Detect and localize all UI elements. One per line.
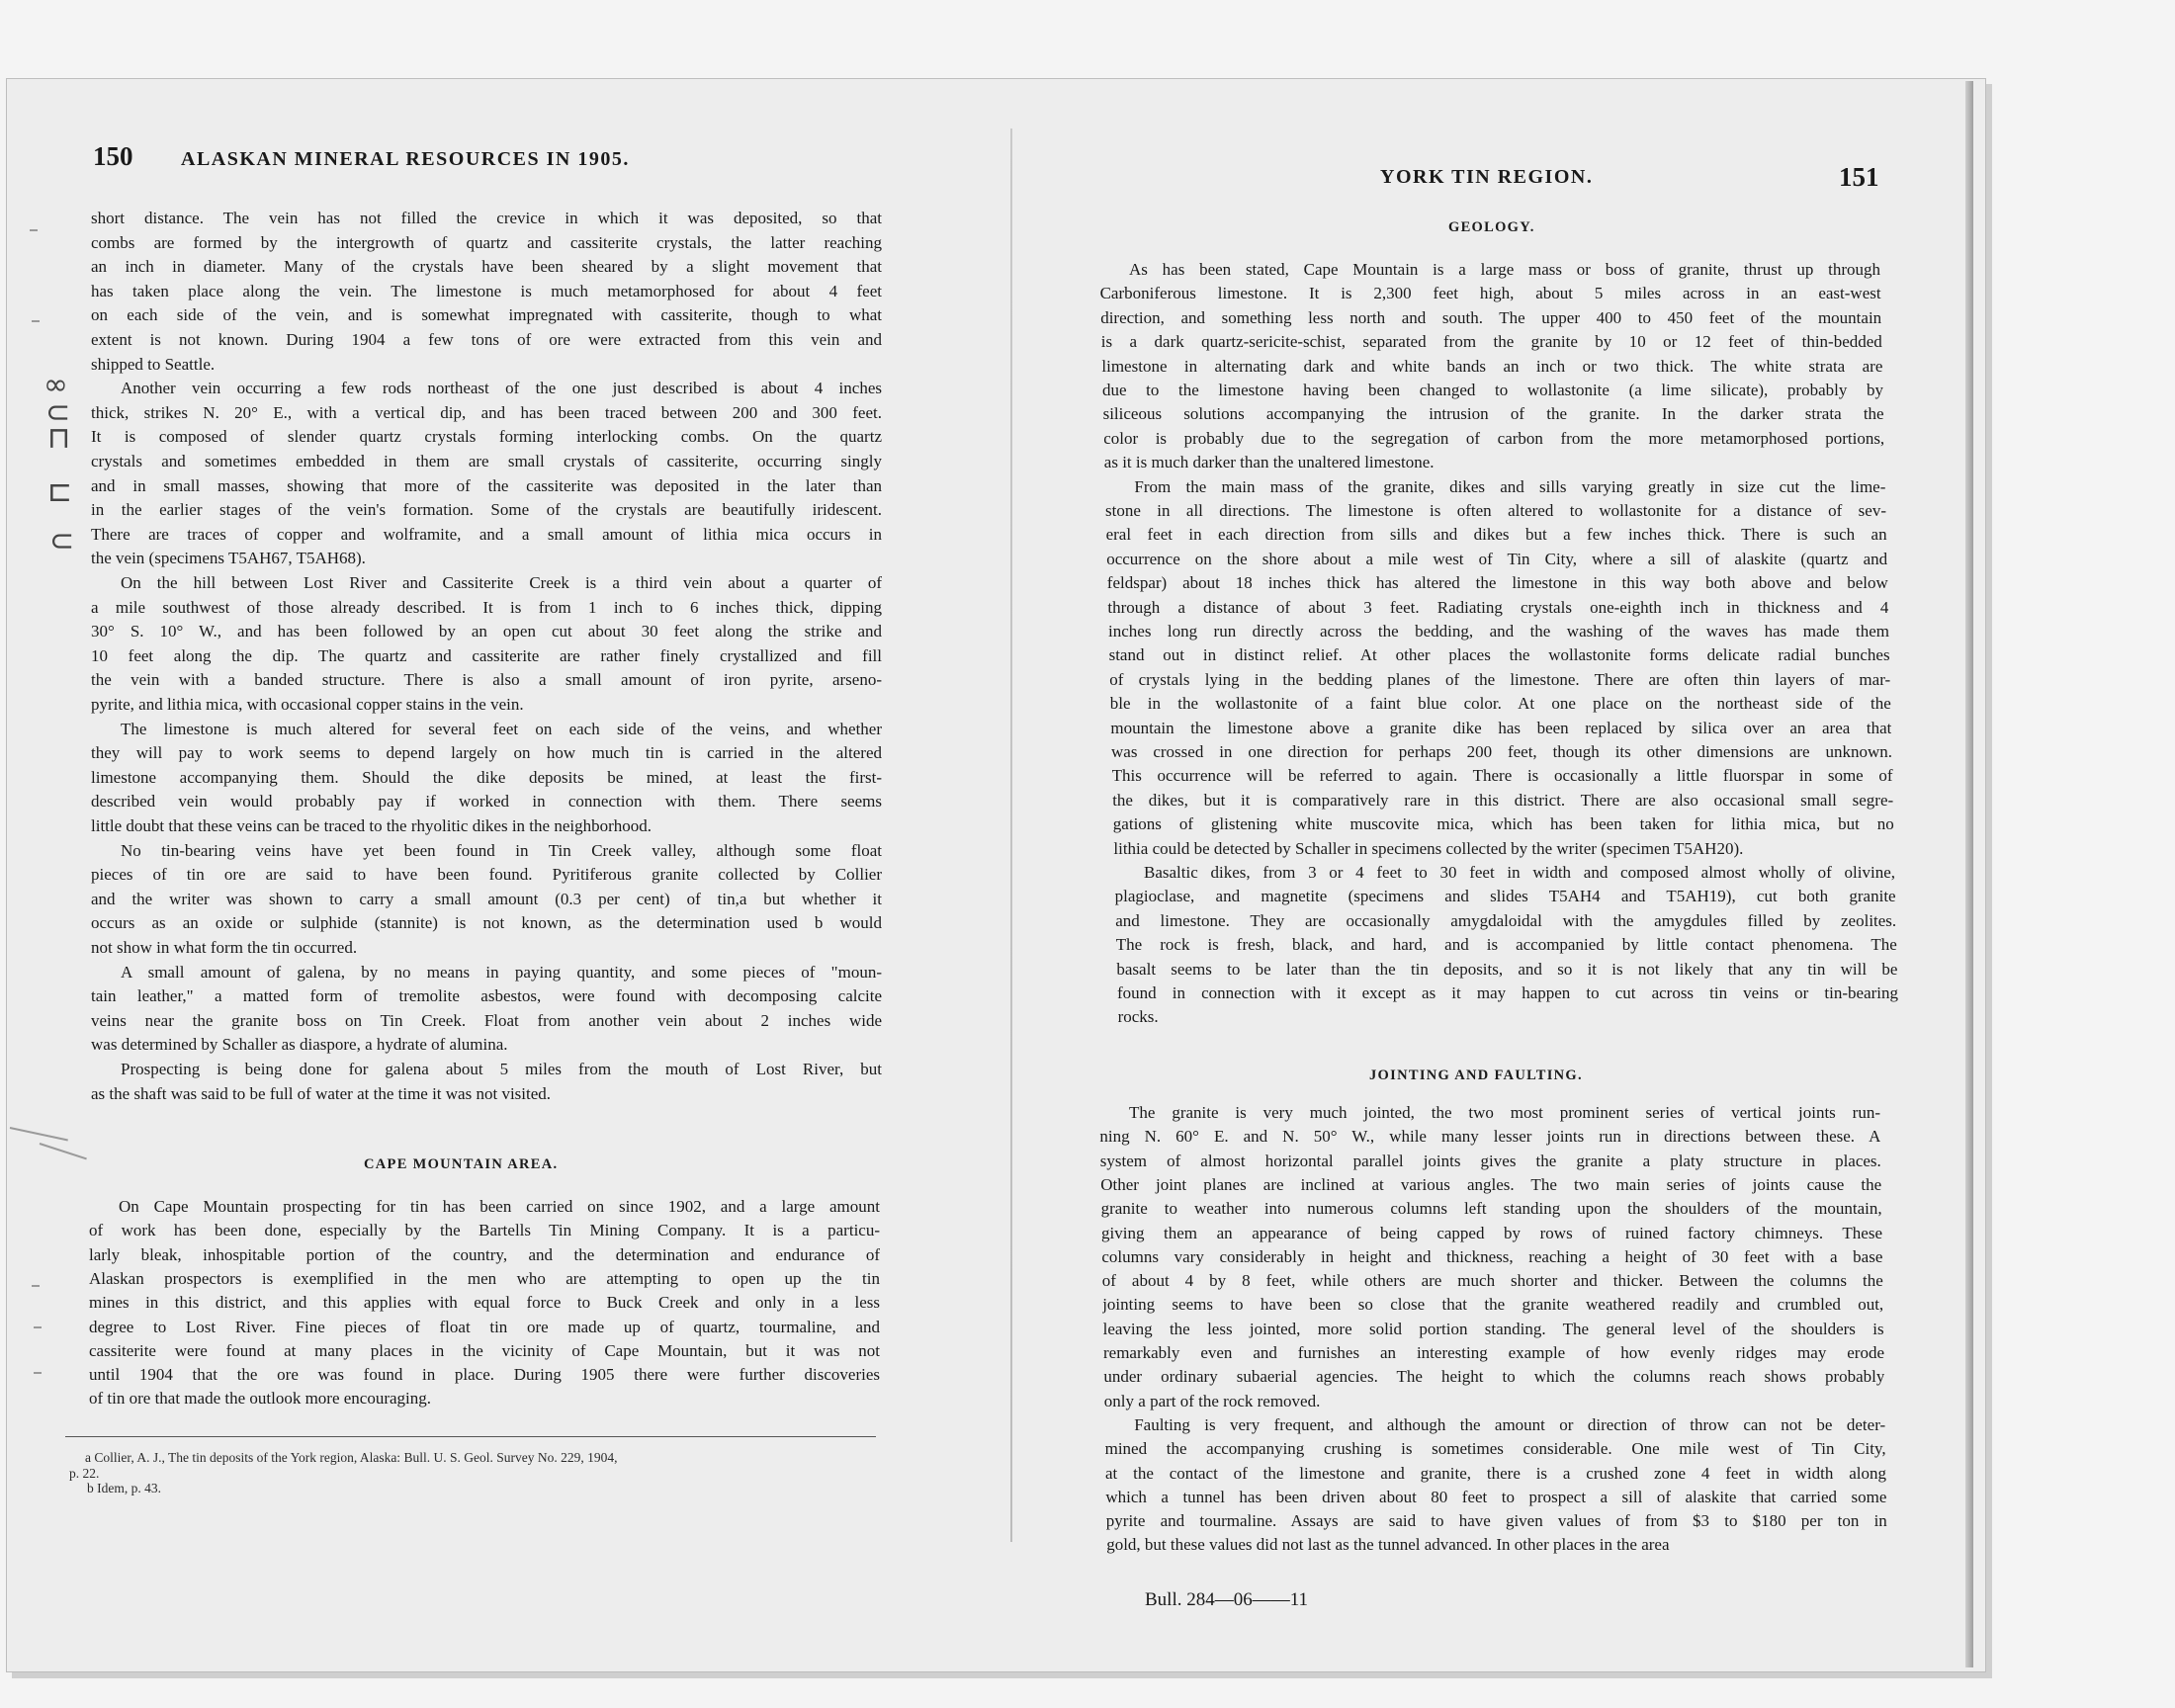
text-line: as the shaft was said to be full of water at the time it was not visited. (91, 1083, 552, 1103)
text-line: eral feet in each direction from sills and dikes but a few inches thick. There is such an (1105, 525, 1887, 545)
text-line: and in small masses, showing that more of the cassiterite was deposited in the later than (91, 475, 882, 495)
text-line: was determined by Schaller as diaspore, a hydrate of alumina. (91, 1035, 508, 1055)
text-line: giving them an appearance of being capped by rows of ruined factory chimneys. These (1101, 1223, 1882, 1242)
text-line: limestone in alternating dark and white bands an inch or two thick. The white strata are (1101, 356, 1883, 376)
text-line: Alaskan prospectors is exemplified in the men who are attempting to open up the tin (89, 1268, 880, 1288)
margin-mark-3: ⊓ (47, 421, 71, 456)
text-line: 10 feet along the dip. The quartz and cassiterite are rather finely crystallized and fill (91, 645, 882, 665)
margin-mark-2: ⊂ (45, 395, 71, 430)
text-line: color is probably due to the segregation of carbon from the more metamorphosed portions, (1103, 428, 1885, 448)
footnote-line: b Idem, p. 43. (87, 1481, 161, 1495)
text-line: basalt seems to be later than the tin deposits, and so it is not likely that any tin will be (1116, 959, 1898, 979)
margin-tick-4 (34, 1326, 42, 1328)
text-line: The granite is very much jointed, the two most prominent series of vertical joints run- (1129, 1103, 1880, 1122)
text-line: not show in what form the tin occurred. (91, 938, 358, 957)
text-line: occurrence on the shore about a mile west of Tin City, where a sill of alaskite (quartz and (1106, 549, 1888, 568)
text-line: was crossed in one direction for perhaps 200 feet, though its other dimensions are unknown. (1111, 742, 1892, 761)
text-line: through a distance of about 3 feet. Radiating crystals one-eighth inch in thickness and 4 (1107, 597, 1889, 617)
text-line: The rock is fresh, black, and hard, and is accompanied by little contact phenomena. The (1115, 935, 1897, 955)
geology-heading: GEOLOGY. (1448, 219, 1535, 235)
text-line: found in connection with it except as it may happen to cut across tin veins or tin-bearing (1117, 983, 1898, 1002)
text-line: short distance. The vein has not filled the crevice in which it was deposited, so that (91, 209, 882, 227)
text-line: combs are formed by the intergrowth of quartz and cassiterite crystals, the latter reaching (91, 232, 882, 252)
cape-mountain-heading: CAPE MOUNTAIN AREA. (364, 1156, 559, 1172)
text-line: leaving the less jointed, more solid portion standing. The general level of the shoulders is (1102, 1319, 1884, 1338)
text-line: the vein (specimens T5AH67, T5AH68). (91, 549, 366, 568)
text-line: a mile southwest of those already described. It is from 1 inch to 6 inches thick, dipping (91, 597, 882, 617)
text-line: of about 4 by 8 feet, while others are much shorter and thicker. Between the columns the (1101, 1271, 1883, 1291)
left-page-number: 150 (93, 141, 133, 171)
text-line: cassiterite were found at many places in the vicinity of Cape Mountain, but it was not (89, 1340, 880, 1360)
text-line: On the hill between Lost River and Cassiterite Creek is a third vein about a quarter of (121, 573, 882, 592)
text-line: ning N. 60° E. and N. 50° W., while many lesser joints run in directions between these. A (1099, 1127, 1881, 1147)
signature-line: Bull. 284—06——11 (1145, 1589, 1309, 1610)
text-line: is a dark quartz-sericite-schist, separated from the granite by 10 or 12 feet of thin-bedded (1100, 332, 1882, 352)
text-line: feldspar) about 18 inches thick has altered the limestone in this way both above and below (1106, 573, 1888, 593)
text-line: they will pay to work seems to depend largely on how much tin is carried in the altered (91, 743, 882, 763)
text-line: tain leather," a matted form of tremolite asbestos, were found with decomposing calcite (91, 986, 882, 1006)
text-line: of crystals lying in the bedding planes of the limestone. There are often thin layers of mar- (1109, 669, 1891, 689)
text-line: little doubt that these veins can be traced to the rhyolitic dikes in the neighborhood. (91, 816, 652, 835)
text-line: On Cape Mountain prospecting for tin has been carried on since 1902, and a large amount (119, 1197, 880, 1216)
text-line: stand out in distinct relief. At other places the wollastonite forms delicate radial bunches (1108, 645, 1890, 665)
text-line: As has been stated, Cape Mountain is a large mass or boss of granite, thrust up through (1129, 260, 1880, 279)
text-line: as it is much darker than the unaltered limestone. (1103, 453, 1435, 472)
margin-tick-2 (32, 320, 40, 322)
text-line: which a tunnel has been driven about 80 feet to prospect a sill of alaskite that carried some (1105, 1487, 1887, 1506)
text-line: gations of glistening white muscovite mica, which has been taken for lithia mica, but no (1112, 814, 1894, 834)
text-line: larly bleak, inhospitable portion of the country, and the determination and endurance of (89, 1244, 880, 1264)
text-line: occurs as an oxide or sulphide (stannite) is not known, as the determination used b would (91, 913, 882, 933)
text-line: has taken place along the vein. The limestone is much metamorphosed for about 4 feet (91, 281, 882, 300)
text-line: and the writer was shown to carry a small amount (0.3 per cent) of tin,a but whether it (91, 889, 882, 908)
text-line: stone in all directions. The limestone is often altered to wollastonite for a distance of sev- (1105, 501, 1886, 520)
margin-tick-3 (32, 1285, 40, 1287)
margin-mark-4: ⊏ (47, 474, 73, 509)
book-gutter (1010, 128, 1012, 1542)
text-line: gold, but these values did not last as the tunnel advanced. In other places in the area (1106, 1535, 1670, 1555)
text-line: inches long run directly across the bedding, and the washing of the waves has made them (1108, 622, 1889, 640)
text-line: A small amount of galena, by no means in paying quantity, and some pieces of "moun- (121, 962, 882, 982)
text-line: an inch in diameter. Many of the crystals have been sheared by a slight movement that (91, 257, 882, 277)
text-line: siliceous solutions accompanying the intrusion of the granite. In the darker strata the (1102, 404, 1884, 424)
text-line: and limestone. They are occasionally amygdaloidal with the amygdules filled by zeolites. (1115, 910, 1897, 930)
text-line: rocks. (1117, 1007, 1159, 1027)
text-line: The limestone is much altered for several feet on each side of the veins, and whether (121, 719, 882, 738)
page-edge-shadow (1965, 81, 1973, 1667)
text-line: Basaltic dikes, from 3 or 4 feet to 30 feet in width and composed almost wholly of olivine, (1144, 863, 1895, 882)
text-line: From the main mass of the granite, dikes and sills varying greatly in size cut the lime- (1134, 476, 1886, 496)
text-line: the dikes, but it is comparatively rare in this district. There are also occasional small segre- (1112, 790, 1894, 810)
text-line: Other joint planes are inclined at various angles. The two main series of joints cause the (1100, 1174, 1882, 1194)
margin-mark-5: ⊂ (49, 524, 75, 558)
text-line: of work has been done, especially by the Bartells Tin Mining Company. It is a particu- (89, 1221, 880, 1240)
text-line: Faulting is very frequent, and although the amount or direction of throw can not be deter- (1134, 1414, 1886, 1434)
text-line: lithia could be detected by Schaller in specimens collected by the writer (specimen T5AH20). (1113, 838, 1744, 858)
text-line: There are traces of copper and wolframite, and a small amount of lithia mica occurs in (91, 524, 882, 544)
right-page-number: 151 (1839, 162, 1879, 192)
text-line: No tin-bearing veins have yet been found in Tin Creek valley, although some float (121, 840, 882, 860)
text-line: mines in this district, and this applies with equal force to Buck Creek and only in a less (89, 1293, 880, 1313)
text-line: It is composed of slender quartz crystals forming interlocking combs. On the quartz (91, 427, 882, 447)
text-line: degree to Lost River. Fine pieces of float tin ore made up of quartz, tourmaline, and (89, 1317, 880, 1336)
text-line: thick, strikes N. 20° E., with a vertical dip, and has been traced between 200 and 300 feet. (91, 402, 882, 422)
text-line: ble in the wollastonite of a faint blue color. At one place on the northeast side of the (1109, 694, 1891, 714)
text-line: remarkably even and furnishes an interesting example of how evenly ridges may erode (1103, 1343, 1884, 1362)
text-line: 30° S. 10° W., and has been followed by an open cut about 30 feet along the strike and (91, 622, 882, 641)
margin-tick-1 (30, 229, 38, 231)
text-line: jointing seems to have been so close that the granite weathered readily and crumbled out, (1102, 1295, 1884, 1315)
footnote-line: a Collier, A. J., The tin deposits of the York region, Alaska: Bull. U. S. Geol. Survey No. 229, 1904, (85, 1450, 618, 1465)
text-line: veins near the granite boss on Tin Creek. Float from another vein about 2 inches wide (91, 1010, 882, 1030)
text-line: pyrite and tourmaline. Assays are said to have given values of from $3 to $180 per ton in (1105, 1511, 1887, 1531)
footnote-line: p. 22. (69, 1466, 100, 1481)
text-line: pyrite, and lithia mica, with occasional copper stains in the vein. (91, 695, 524, 714)
text-line: columns vary considerably in height and thickness, reaching a height of 30 feet with a base (1101, 1246, 1883, 1266)
footnote-rule (65, 1436, 876, 1437)
text-line: on each side of the vein, and is somewhat impregnated with cassiterite, though to what (91, 305, 882, 325)
margin-mark-1: ∞ (44, 368, 68, 402)
text-line: limestone accompanying them. Should the dike deposits be mined, at least the first- (91, 767, 882, 787)
text-line: This occurrence will be referred to again. There is occasionally a little fluorspar in some of (1111, 766, 1893, 786)
text-line: the vein with a banded structure. There is also a small amount of iron pyrite, arseno- (91, 670, 882, 690)
text-line: of tin ore that made the outlook more encouraging. (89, 1389, 432, 1409)
text-line: only a part of the rock removed. (1103, 1391, 1321, 1410)
text-line: described vein would probably pay if worked in connection with them. There seems (91, 792, 882, 811)
text-line: granite to weather into numerous columns left standing upon the shoulders of the mountain, (1100, 1199, 1882, 1219)
text-line: crystals and sometimes embedded in them are small crystals of cassiterite, occurring singly (91, 452, 882, 470)
text-line: shipped to Seattle. (91, 354, 216, 374)
text-line: system of almost horizontal parallel joints gives the granite a platy structure in places. (1099, 1151, 1881, 1170)
text-line: extent is not known. During 1904 a few tons of ore were extracted from this vein and (91, 330, 882, 349)
text-line: Carboniferous limestone. It is 2,300 feet high, about 5 miles across in an east-west (1099, 284, 1881, 303)
jointing-heading: JOINTING AND FAULTING. (1369, 1068, 1583, 1083)
margin-tick-5 (34, 1372, 42, 1374)
text-line: pieces of tin ore are said to have been found. Pyritiferous granite collected by Collier (91, 865, 882, 885)
text-line: until 1904 that the ore was found in place. During 1905 there were further discoveries (89, 1365, 880, 1385)
text-line: under ordinary subaerial agencies. The height to which the columns reach shows probably (1103, 1367, 1885, 1387)
text-line: Another vein occurring a few rods northeast of the one just described is about 4 inches (121, 379, 882, 398)
text-line: Prospecting is being done for galena about 5 miles from the mouth of Lost River, but (121, 1060, 882, 1078)
text-line: in the earlier stages of the vein's formation. Some of the crystals are beautifully iridescent. (91, 500, 882, 520)
text-line: mountain the limestone above a granite dike has been replaced by silica over an area that (1110, 718, 1892, 737)
text-line: direction, and something less north and south. The upper 400 to 450 feet of the mountain (1100, 307, 1882, 327)
text-line: mined the accompanying crushing is sometimes considerable. One mile west of Tin City, (1104, 1439, 1886, 1459)
left-running-head: ALASKAN MINERAL RESOURCES IN 1905. (181, 148, 630, 170)
text-line: due to the limestone having been changed to wollastonite (a lime silicate), probably by (1102, 381, 1883, 399)
text-line: plagioclase, and magnetite (specimens and slides T5AH4 and T5AH19), cut both granite (1114, 887, 1896, 906)
text-line: at the contact of the limestone and granite, there is a crushed zone 4 feet in width along (1105, 1463, 1886, 1483)
right-running-head: YORK TIN REGION. (1380, 166, 1594, 188)
